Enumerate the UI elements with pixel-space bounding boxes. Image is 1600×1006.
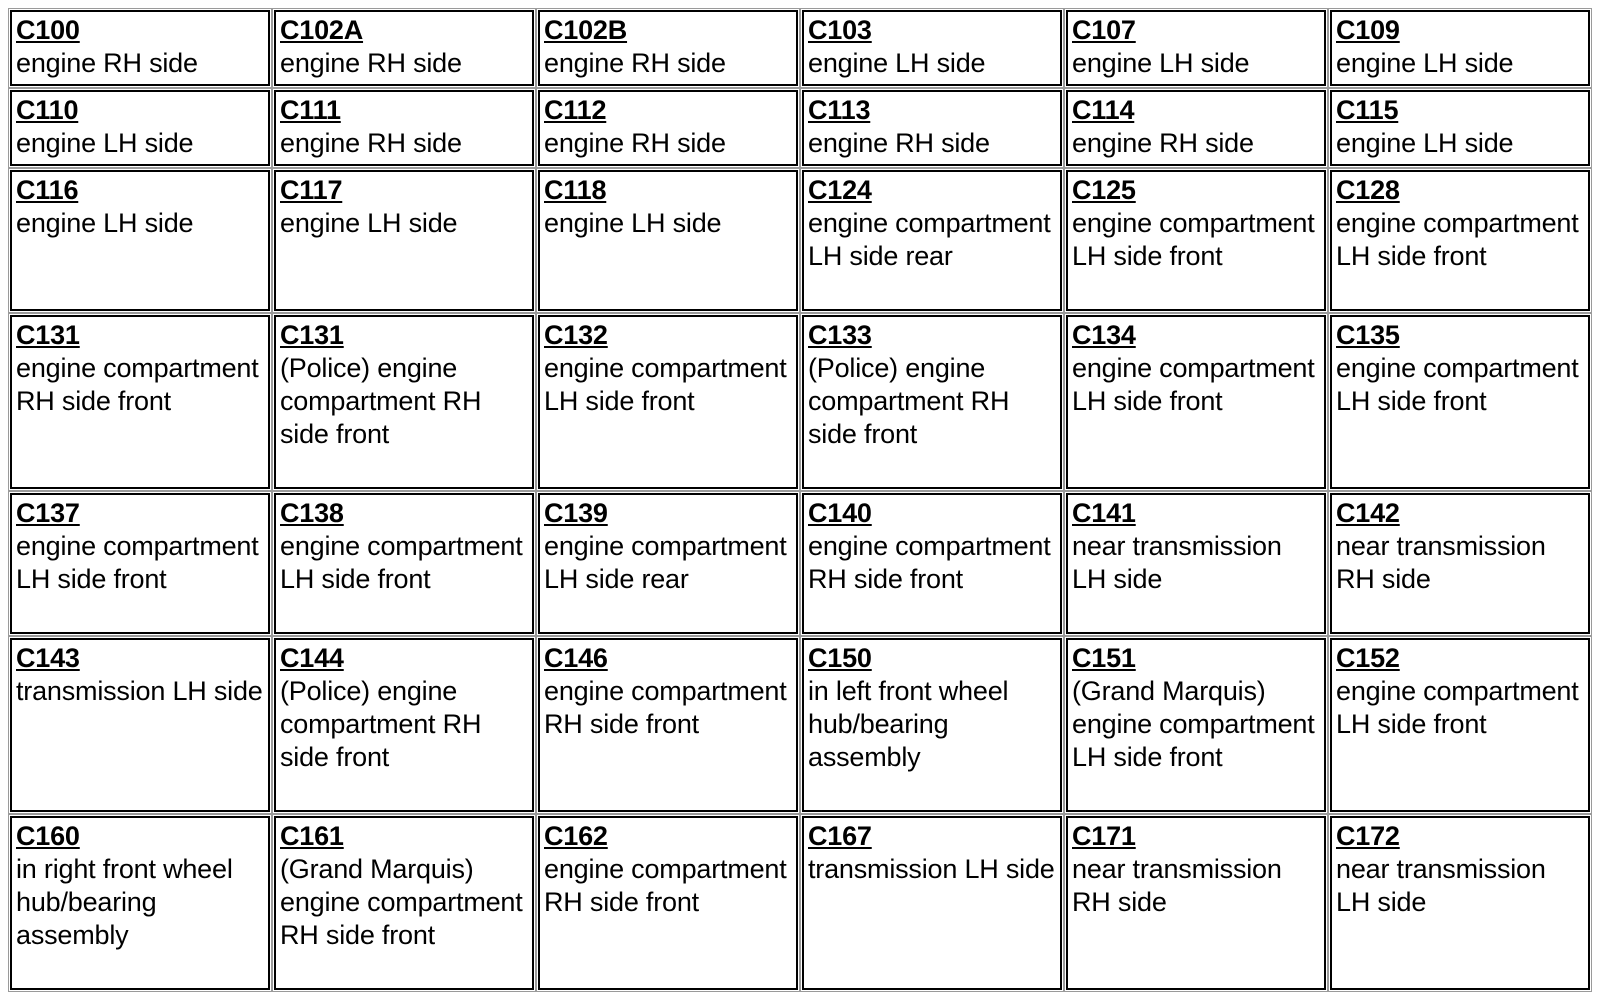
connector-id: C128: [1336, 175, 1400, 205]
connector-cell: [10, 170, 270, 311]
connector-location: engine compartment LH side rear: [544, 531, 787, 594]
connector-id: C102B: [544, 15, 628, 45]
connector-location: engine LH side: [1072, 48, 1250, 78]
table-row: [10, 638, 1590, 812]
connector-location: engine compartment LH side front: [544, 353, 787, 416]
connector-location: in left front wheel hub/bearing assembly: [808, 676, 1009, 772]
connector-location: engine compartment LH side front: [1072, 353, 1315, 416]
connector-location: engine LH side: [280, 208, 458, 238]
connector-cell: [1066, 315, 1326, 489]
connector-id: C110: [16, 95, 79, 125]
connector-location: engine LH side: [16, 208, 194, 238]
connector-id: C102A: [280, 15, 364, 45]
connector-location: near transmission LH side: [1072, 531, 1282, 594]
table-body: [10, 10, 1590, 990]
connector-id: C162: [544, 821, 608, 851]
connector-id: C115: [1336, 95, 1399, 125]
connector-id: C143: [16, 643, 80, 673]
connector-cell: [274, 816, 534, 990]
connector-location: engine RH side: [544, 128, 726, 158]
connector-location: engine compartment LH side front: [1336, 676, 1579, 739]
connector-location: engine compartment LH side front: [1336, 208, 1579, 271]
connector-id: C134: [1072, 320, 1136, 350]
connector-location: engine RH side: [544, 48, 726, 78]
connector-id: C113: [808, 95, 871, 125]
connector-cell: [802, 638, 1062, 812]
connector-cell: [1066, 493, 1326, 634]
connector-cell: [274, 90, 534, 166]
connector-cell: [1066, 170, 1326, 311]
connector-cell: [274, 10, 534, 86]
connector-location: engine RH side: [1072, 128, 1254, 158]
table-row: [10, 10, 1590, 86]
connector-location: near transmission RH side: [1336, 531, 1546, 594]
connector-cell: [538, 816, 798, 990]
connector-id: C171: [1072, 821, 1136, 851]
connector-id: C131: [16, 320, 80, 350]
connector-cell: [538, 10, 798, 86]
connector-cell: [1066, 90, 1326, 166]
connector-id: C137: [16, 498, 80, 528]
connector-location: engine compartment RH side front: [16, 353, 259, 416]
connector-id: C100: [16, 15, 80, 45]
connector-location: engine RH side: [808, 128, 990, 158]
connector-cell: [1330, 10, 1590, 86]
connector-id: C125: [1072, 175, 1136, 205]
table-row: [10, 493, 1590, 634]
connector-id: C132: [544, 320, 608, 350]
connector-location: engine LH side: [544, 208, 722, 238]
connector-cell: [1330, 816, 1590, 990]
connector-location: transmission LH side: [808, 854, 1055, 884]
connector-cell: [538, 638, 798, 812]
connector-id: C161: [280, 821, 344, 851]
connector-location: engine compartment LH side front: [280, 531, 523, 594]
connector-id: C151: [1072, 643, 1136, 673]
connector-id: C107: [1072, 15, 1136, 45]
connector-location: (Grand Marquis) engine compartment LH side front: [1072, 676, 1315, 772]
connector-cell: [10, 10, 270, 86]
connector-cell: [802, 315, 1062, 489]
connector-location: engine compartment RH side front: [544, 676, 787, 739]
connector-id: C139: [544, 498, 608, 528]
connector-location: engine LH side: [808, 48, 986, 78]
connector-location: engine compartment LH side rear: [808, 208, 1051, 271]
connector-id: C124: [808, 175, 872, 205]
connector-cell: [1330, 638, 1590, 812]
connector-cell: [538, 170, 798, 311]
connector-location: (Police) engine compartment RH side front: [280, 676, 482, 772]
connector-location: in right front wheel hub/bearing assembly: [16, 854, 233, 950]
connector-id: C117: [280, 175, 343, 205]
connector-id: C160: [16, 821, 80, 851]
connector-id: C133: [808, 320, 872, 350]
connector-location: engine compartment RH side front: [544, 854, 787, 917]
connector-id: C118: [544, 175, 607, 205]
connector-id: C138: [280, 498, 344, 528]
connector-cell: [1330, 315, 1590, 489]
connector-location: engine RH side: [16, 48, 198, 78]
connector-cell: [274, 493, 534, 634]
connector-id: C116: [16, 175, 79, 205]
connector-cell: [802, 816, 1062, 990]
connector-location: engine LH side: [1336, 128, 1514, 158]
connector-id: C111: [280, 95, 341, 125]
connector-cell: [1066, 10, 1326, 86]
connector-cell: [1066, 816, 1326, 990]
connector-location: (Police) engine compartment RH side front: [808, 353, 1010, 449]
connector-id: C150: [808, 643, 872, 673]
connector-location: near transmission RH side: [1072, 854, 1282, 917]
connector-id: C141: [1072, 498, 1136, 528]
connector-location: engine LH side: [16, 128, 194, 158]
connector-location: near transmission LH side: [1336, 854, 1546, 917]
connector-cell: [274, 638, 534, 812]
table-row: [10, 170, 1590, 311]
connector-cell: [802, 493, 1062, 634]
connector-id: C172: [1336, 821, 1400, 851]
connector-cell: [538, 315, 798, 489]
connector-cell: [10, 90, 270, 166]
connector-id: C131: [280, 320, 344, 350]
connector-cell: [802, 170, 1062, 311]
connector-cell: [1330, 493, 1590, 634]
connector-id: C140: [808, 498, 872, 528]
connector-cell: [802, 10, 1062, 86]
connector-id: C135: [1336, 320, 1400, 350]
connector-location-table: [6, 6, 1594, 994]
connector-cell: [538, 90, 798, 166]
connector-location: transmission LH side: [16, 676, 263, 706]
connector-id: C144: [280, 643, 344, 673]
connector-cell: [1330, 170, 1590, 311]
connector-location: engine LH side: [1336, 48, 1514, 78]
connector-id: C114: [1072, 95, 1135, 125]
table-row: [10, 315, 1590, 489]
connector-id: C152: [1336, 643, 1400, 673]
connector-cell: [274, 170, 534, 311]
table-row: [10, 90, 1590, 166]
connector-cell: [538, 493, 798, 634]
connector-cell: [10, 493, 270, 634]
connector-cell: [1330, 90, 1590, 166]
connector-id: C146: [544, 643, 608, 673]
connector-cell: [10, 638, 270, 812]
connector-cell: [1066, 638, 1326, 812]
connector-location: engine compartment LH side front: [1072, 208, 1315, 271]
connector-cell: [10, 816, 270, 990]
connector-location: (Grand Marquis) engine compartment RH side front: [280, 854, 523, 950]
connector-location: engine RH side: [280, 48, 462, 78]
connector-id: C109: [1336, 15, 1400, 45]
connector-id: C103: [808, 15, 872, 45]
connector-id: C167: [808, 821, 872, 851]
connector-id: C142: [1336, 498, 1400, 528]
connector-cell: [10, 315, 270, 489]
connector-location: engine compartment LH side front: [16, 531, 259, 594]
connector-location: engine compartment RH side front: [808, 531, 1051, 594]
connector-location: engine compartment LH side front: [1336, 353, 1579, 416]
connector-cell: [802, 90, 1062, 166]
connector-cell: [274, 315, 534, 489]
connector-id: C112: [544, 95, 607, 125]
connector-location: engine RH side: [280, 128, 462, 158]
table-row: [10, 816, 1590, 990]
connector-location: (Police) engine compartment RH side front: [280, 353, 482, 449]
